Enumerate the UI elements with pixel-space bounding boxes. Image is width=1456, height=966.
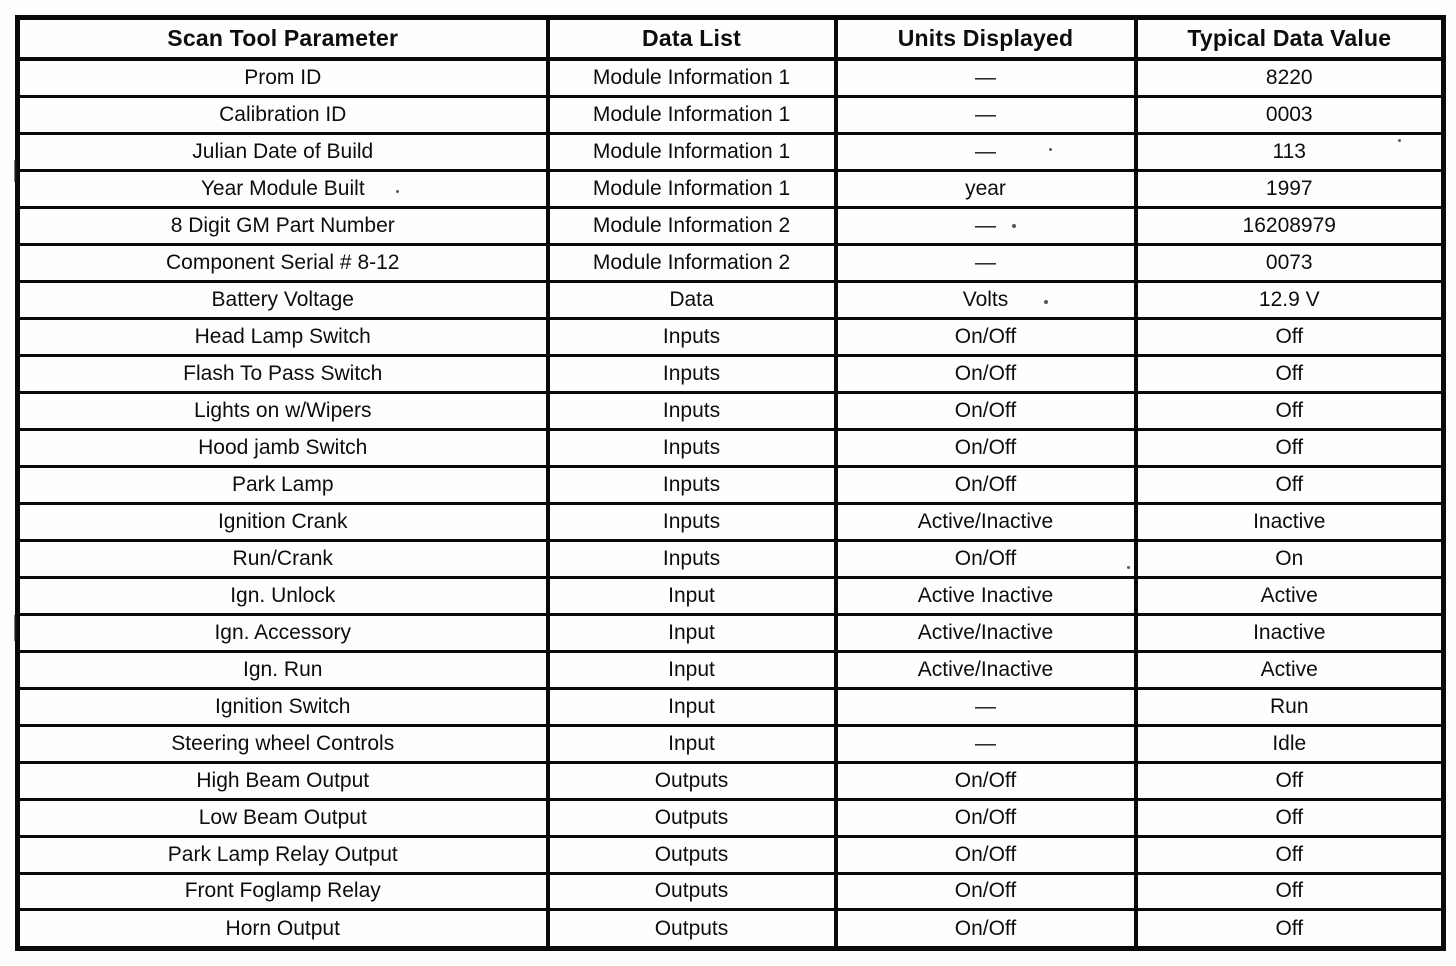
value-cell: Run: [1136, 688, 1444, 725]
units-cell: On/Off: [836, 910, 1136, 949]
param-cell: Calibration ID: [18, 97, 548, 134]
data-list-cell: Module Information 1: [548, 59, 836, 97]
table-row: [18, 725, 1444, 762]
units-cell: —: [836, 245, 1136, 282]
table-row: [18, 59, 1444, 97]
units-cell: Active/Inactive: [836, 614, 1136, 651]
units-cell: —: [836, 725, 1136, 762]
data-list-cell: Input: [548, 651, 836, 688]
table-row: [18, 171, 1444, 208]
scan-speck: [1398, 139, 1401, 142]
scan-speck: [396, 190, 399, 193]
value-cell: Off: [1136, 910, 1444, 949]
table-row: [18, 688, 1444, 725]
value-cell: Off: [1136, 466, 1444, 503]
value-cell: Off: [1136, 392, 1444, 429]
param-cell: Ign. Run: [18, 651, 548, 688]
col-header-typical-data-value: Typical Data Value: [1136, 18, 1444, 60]
table-row: [18, 208, 1444, 245]
data-list-cell: Inputs: [548, 318, 836, 355]
scan-tool-data-table: [15, 15, 1446, 951]
table-row: [18, 245, 1444, 282]
data-list-cell: Module Information 1: [548, 171, 836, 208]
table-row: [18, 134, 1444, 171]
param-cell: Park Lamp: [18, 466, 548, 503]
data-list-cell: Module Information 1: [548, 97, 836, 134]
data-list-cell: Input: [548, 688, 836, 725]
data-list-cell: Outputs: [548, 799, 836, 836]
value-cell: 16208979: [1136, 208, 1444, 245]
data-list-cell: Module Information 1: [548, 134, 836, 171]
value-cell: Off: [1136, 318, 1444, 355]
param-cell: Head Lamp Switch: [18, 318, 548, 355]
param-cell: Steering wheel Controls: [18, 725, 548, 762]
param-cell: 8 Digit GM Part Number: [18, 208, 548, 245]
data-list-cell: Inputs: [548, 540, 836, 577]
units-cell: Active/Inactive: [836, 651, 1136, 688]
value-cell: 0003: [1136, 97, 1444, 134]
value-cell: Off: [1136, 873, 1444, 910]
value-cell: 1997: [1136, 171, 1444, 208]
value-cell: Off: [1136, 836, 1444, 873]
data-list-cell: Outputs: [548, 836, 836, 873]
param-cell: Horn Output: [18, 910, 548, 949]
table-row: [18, 392, 1444, 429]
param-cell: High Beam Output: [18, 762, 548, 799]
table-row: [18, 799, 1444, 836]
units-cell: —: [836, 97, 1136, 134]
units-cell: —: [836, 688, 1136, 725]
param-cell: Battery Voltage: [18, 282, 548, 319]
units-cell: On/Off: [836, 392, 1136, 429]
scan-speck: [1127, 566, 1130, 569]
data-list-cell: Data: [548, 282, 836, 319]
data-list-cell: Input: [548, 614, 836, 651]
table-row: [18, 873, 1444, 910]
param-cell: Ign. Accessory: [18, 614, 548, 651]
header-row: [18, 18, 1444, 60]
value-cell: Off: [1136, 799, 1444, 836]
value-cell: 0073: [1136, 245, 1444, 282]
param-cell: Ignition Crank: [18, 503, 548, 540]
value-cell: Off: [1136, 429, 1444, 466]
table-row: [18, 466, 1444, 503]
data-list-cell: Outputs: [548, 910, 836, 949]
param-cell: Component Serial # 8-12: [18, 245, 548, 282]
table-row: [18, 651, 1444, 688]
value-cell: Off: [1136, 355, 1444, 392]
data-list-cell: Inputs: [548, 392, 836, 429]
param-cell: Park Lamp Relay Output: [18, 836, 548, 873]
table-row: [18, 282, 1444, 319]
col-header-data-list: Data List: [548, 18, 836, 60]
units-cell: On/Off: [836, 429, 1136, 466]
units-cell: On/Off: [836, 318, 1136, 355]
data-list-cell: Module Information 2: [548, 208, 836, 245]
table-row: [18, 762, 1444, 799]
param-cell: Ignition Switch: [18, 688, 548, 725]
value-cell: 113: [1136, 134, 1444, 171]
value-cell: 12.9 V: [1136, 282, 1444, 319]
data-list-cell: Inputs: [548, 429, 836, 466]
units-cell: On/Off: [836, 355, 1136, 392]
value-cell: On: [1136, 540, 1444, 577]
data-list-cell: Inputs: [548, 466, 836, 503]
table-body: [18, 59, 1444, 949]
units-cell: —: [836, 208, 1136, 245]
units-cell: Volts: [836, 282, 1136, 319]
scan-speck: [1012, 224, 1016, 228]
units-cell: On/Off: [836, 762, 1136, 799]
table-row: [18, 503, 1444, 540]
value-cell: Active: [1136, 577, 1444, 614]
scan-speck: [1049, 148, 1052, 151]
units-cell: Active/Inactive: [836, 503, 1136, 540]
data-list-cell: Inputs: [548, 355, 836, 392]
value-cell: 8220: [1136, 59, 1444, 97]
scan-smudge: [14, 160, 17, 182]
col-header-scan-tool-parameter: Scan Tool Parameter: [18, 18, 548, 60]
units-cell: year: [836, 171, 1136, 208]
param-cell: Lights on w/Wipers: [18, 392, 548, 429]
units-cell: Active Inactive: [836, 577, 1136, 614]
units-cell: —: [836, 59, 1136, 97]
units-cell: On/Off: [836, 799, 1136, 836]
value-cell: Inactive: [1136, 503, 1444, 540]
data-list-cell: Input: [548, 577, 836, 614]
table-row: [18, 577, 1444, 614]
data-list-cell: Inputs: [548, 503, 836, 540]
units-cell: —: [836, 134, 1136, 171]
scan-speck: [1044, 300, 1048, 304]
param-cell: Year Module Built: [18, 171, 548, 208]
param-cell: Hood jamb Switch: [18, 429, 548, 466]
param-cell: Front Foglamp Relay: [18, 873, 548, 910]
value-cell: Active: [1136, 651, 1444, 688]
value-cell: Inactive: [1136, 614, 1444, 651]
table-row: [18, 355, 1444, 392]
param-cell: Ign. Unlock: [18, 577, 548, 614]
units-cell: On/Off: [836, 540, 1136, 577]
units-cell: On/Off: [836, 836, 1136, 873]
param-cell: Prom ID: [18, 59, 548, 97]
table-row: [18, 540, 1444, 577]
table-row: [18, 97, 1444, 134]
param-cell: Low Beam Output: [18, 799, 548, 836]
units-cell: On/Off: [836, 466, 1136, 503]
table-row: [18, 318, 1444, 355]
value-cell: Idle: [1136, 725, 1444, 762]
value-cell: Off: [1136, 762, 1444, 799]
param-cell: Flash To Pass Switch: [18, 355, 548, 392]
data-list-cell: Input: [548, 725, 836, 762]
table-row: [18, 429, 1444, 466]
data-list-cell: Outputs: [548, 762, 836, 799]
param-cell: Julian Date of Build: [18, 134, 548, 171]
data-list-cell: Module Information 2: [548, 245, 836, 282]
table-row: [18, 910, 1444, 949]
table-row: [18, 614, 1444, 651]
units-cell: On/Off: [836, 873, 1136, 910]
table-row: [18, 836, 1444, 873]
col-header-units-displayed: Units Displayed: [836, 18, 1136, 60]
param-cell: Run/Crank: [18, 540, 548, 577]
scan-smudge: [14, 615, 17, 641]
data-list-cell: Outputs: [548, 873, 836, 910]
